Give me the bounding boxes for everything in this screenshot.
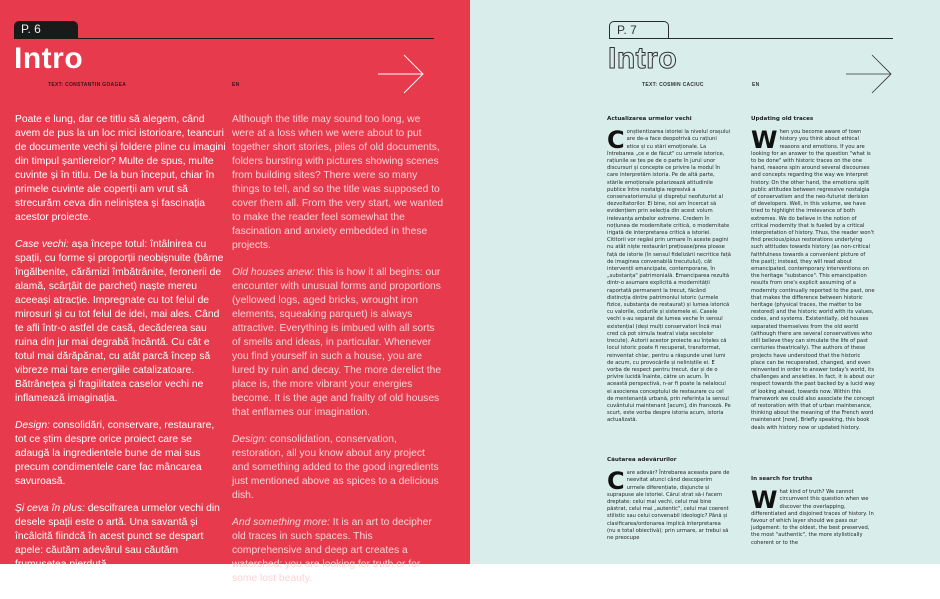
- language-label: EN: [232, 82, 240, 88]
- paragraph: Design: consolidation, conservation, restoration, all you know about any project and something added to the good ingredients just mentioned above as spices to a delicious dish.: [232, 434, 439, 501]
- page-number: P. 7: [617, 23, 637, 37]
- page-number-tab: [609, 21, 669, 38]
- arrow-right-icon: [846, 54, 892, 94]
- english-column: [232, 113, 444, 599]
- section-ro-truths: Căutarea adevărurilor Care adevăr? Întrebarea aceasta pare de neevitat atunci când descoperim urmele diferențiate, disjuncte și suprapuse ale istoriei. Cărui strat să-i facem dreptate: celui mai vechi, celui mai bine păstrat, celui mai „autentic", celui mai coerent stilistic sau celui convenabil ideologic? Până și clasificarea/ordonarea implică interpretarea (nu e total obiectivă); prin urmare, ar trebui să ne preocupe: [607, 457, 730, 542]
- paragraph: Poate e lung, dar ce titlu să alegem, când avem de pus la un loc mici istorioare, teancuri de documente vechi și foldere pline cu imagini din timpul șantierelor? Multe de spus, multe cuvinte și în titlu. De la bun început, chiar în primele cuvinte ale coperții am vrut să strecurăm ceva din neliniștea și fascinația acestor proiecte.: [15, 114, 226, 223]
- section-en-truths: In search for truths What kind of truth? We cannot circumvent this question when we discover the overlapping, differentiated and disjoined traces of history. In favour of which layer should we pass our judgement: to the oldest, the best preserved, the most "authentic", the more stylistically coherent or to the: [751, 476, 874, 546]
- section-heading: Căutarea adevărurilor: [607, 457, 677, 463]
- drop-cap: W: [751, 126, 778, 155]
- section-heading: In search for truths: [751, 476, 813, 482]
- header-rule: [14, 38, 434, 39]
- paragraph: Și ceva în plus: descifrarea urmelor vechi din desele spații este o artă. Una savantă și încâlcită fiindcă în acest punct se despart apele: căutăm adevărul sau căutăm frumusețea pierdută.: [15, 503, 220, 570]
- page-title: Intro: [608, 42, 678, 75]
- drop-cap: W: [751, 486, 778, 515]
- paragraph: Design: consolidări, conservare, restaurare, tot ce știm despre orice proiect care se adaugă la ingredientele bune de mai sus precum condimentele care fac mâncarea savuroasă.: [15, 420, 215, 487]
- page-title: Intro: [14, 42, 84, 75]
- section-heading: Updating old traces: [751, 116, 814, 122]
- page-number: P. 6: [21, 22, 41, 36]
- paragraph: Old houses anew: this is how it all begins: our encounter with unusual forms and proportions (yellowed logs, aged bricks, wrought iron elements, squeaking parquet) is always attractive. Everything is imbued with all sorts of smells and ideas, in particular. Whenever you find yourself in such a house, you are lured by ruin and decay. The more derelict the place is, the more vibrant your energies become. It is the age and frailty of old houses that enflames our imagination.: [232, 267, 442, 418]
- section-heading: Actualizarea urmelor vechi: [607, 116, 692, 122]
- paragraph: And something more: It is an art to decipher old traces in such spaces. This comprehensive and deep art creates a watershed: you are looking for truth or for some lost beauty.: [232, 517, 432, 584]
- arrow-right-icon: [378, 54, 424, 94]
- romanian-column: [15, 113, 227, 585]
- paragraph: Case vechi: așa începe totul: întâlnirea cu spații, cu forme și proporții neobișnuite (bârne îngălbenite, cărămizi îmbătrânite, feronerii de alamă, scârțâit de parchet) naște mereu aceeași atracție. Impregnate cu tot felul de mirosuri și cu tot felul de idei, mai ales. Când te afli într-o astfel de casă, decăderea sau ruina din jur mai degrabă încântă. Cu cât e totul mai dărăpănat, cu atât parcă încep să vibreze mai tare energiile catalizatoare. Bătrânețea și fragilitatea caselor vechi ne inflamează imaginația.: [15, 239, 224, 404]
- section-en-updating: Updating old traces When you become aware of town history you think about ethical reasons and emotions. If you are looking for an answer to the question "what is to be done" with historic traces on the one hand, reasons spin around several discourses and concepts regarding the way we interpret history. On the other hand, the emotions split public attitudes between regressive nostalgia of conservatism and the neo-futurist derision of developers. Well, in this volume, we have tried to highlight the irrelevance of both extremes. We do believe in the notion of critical modernity that is fueled by a critical interpretation of history. Thus, the reader won't find precious/pious restorations underlying such attitudes towards history (as non-critical faithfulness towards a convenient picture of the past); instead, they will read about emancipated, contemporary interventions on the heritage "substance". This emancipation results from one's explicit assuming of a modernity continually reported to the past, one that makes the difference between historic heritage (physical traces, the matter to be restored) and the historic world with its values, codes, and systems. Existentially, old houses separated themselves from the old world (although there are several conservatives who still believe they can simulate the life of past centuries theatrically). The authors of these projects have understood that the historic place can be recuperated, changed, and even reinvented in order to answer today's world, its challenges and anxieties. In fact, it is about our respect towards the past backed by a lucid way of looking ahead, towards now. Within this framework we could also associate the concept of restoration with that of urban maintenance, thinking about the meaning of the French word maintenant [now]. Briefly speaking, this book deals with history now or updated history.: [751, 116, 875, 431]
- header-rule: [609, 38, 893, 39]
- paragraph: Although the title may sound too long, we were at a loss when we were about to put together short stories, piles of old documents, folders bursting with pictures showing scenes from building sites? There were so many things to tell, and so the title was supposed to cover them all. From the very start, we wanted to make the reader feel somewhat the fascination and anxiety embedded in these projects.: [232, 114, 444, 251]
- page-number-tab: [14, 21, 78, 38]
- section-ro-updating: Actualizarea urmelor vechi Conștientizarea istoriei la nivelul orașului are de-a face deopotrivă cu rațiuni etice și cu stări emoționale. La întrebarea „ce e de făcut" cu urmele istorice, rațiunile se țes pe de o parte în jurul unor discursuri și concepte ce privire la modul în care interpretăm istoria. Pe de altă parte, stările emoționale polarizează atitudinile publice între nostalgia regresivă a conservatorismului și disprețul neofuturist al dezvoltatorilor. Ei bine, noi am încercat să evidențiem prin selecția din acest volum irelevanța ambelor extreme. Credem în noțiunea de modernitate critică, o modernitate irigată de interpretarea critică a istoriei. Cititorii vor regăsi prin urmare în aceste pagini nu atât niște restaurări prețioase/prea pioase față de istorie (în sensul fidelizării necritice față de imaginea convenabilă trecutului), cât intervenții emancipate, contemporane, în „substanța" patrimonială. Emanciparea rezultă dintr-o asumare explicită a modernității raportată permanent la trecut, făcând distincția dintre patrimoniul istoric (urmele fizice, substanța de restaurat) și lumea istorică cu valorile, codurile și sistemele ei. Casele vechi s-au separat de lumea veche în sensul existențial (deși mulți conservatori încă mai cred că pot simula teatral viața secolelor trecute). Autorii acestor proiecte au înțeles că locul istoric poate fi recuperat, transformat, reinventat chiar, pentru a răspunde unei lumi de acum, cu provocările și neliniștile ei. E vorba de respect pentru trecut, dar și de o privire lucidă înainte, către un acum. În această perspectivă, n-ar fi poate la nelalocul ei asocierea conceptului de restaurare cu cel de mentenanță urbană, prin referința la sensul cuvântului maintenant [acum], din franceză. Pe scurt, este vorba despre istoria acum, istoria actualizată.: [607, 116, 731, 424]
- left-page: [0, 0, 470, 584]
- drop-cap: C: [607, 467, 625, 496]
- drop-cap: C: [607, 126, 625, 155]
- right-page: [470, 0, 940, 564]
- author-credit: TEXT: COSMIN CACIUC: [642, 82, 704, 88]
- language-label: EN: [752, 82, 760, 88]
- author-credit: TEXT: CONSTANTIN GOAGEA: [48, 82, 127, 88]
